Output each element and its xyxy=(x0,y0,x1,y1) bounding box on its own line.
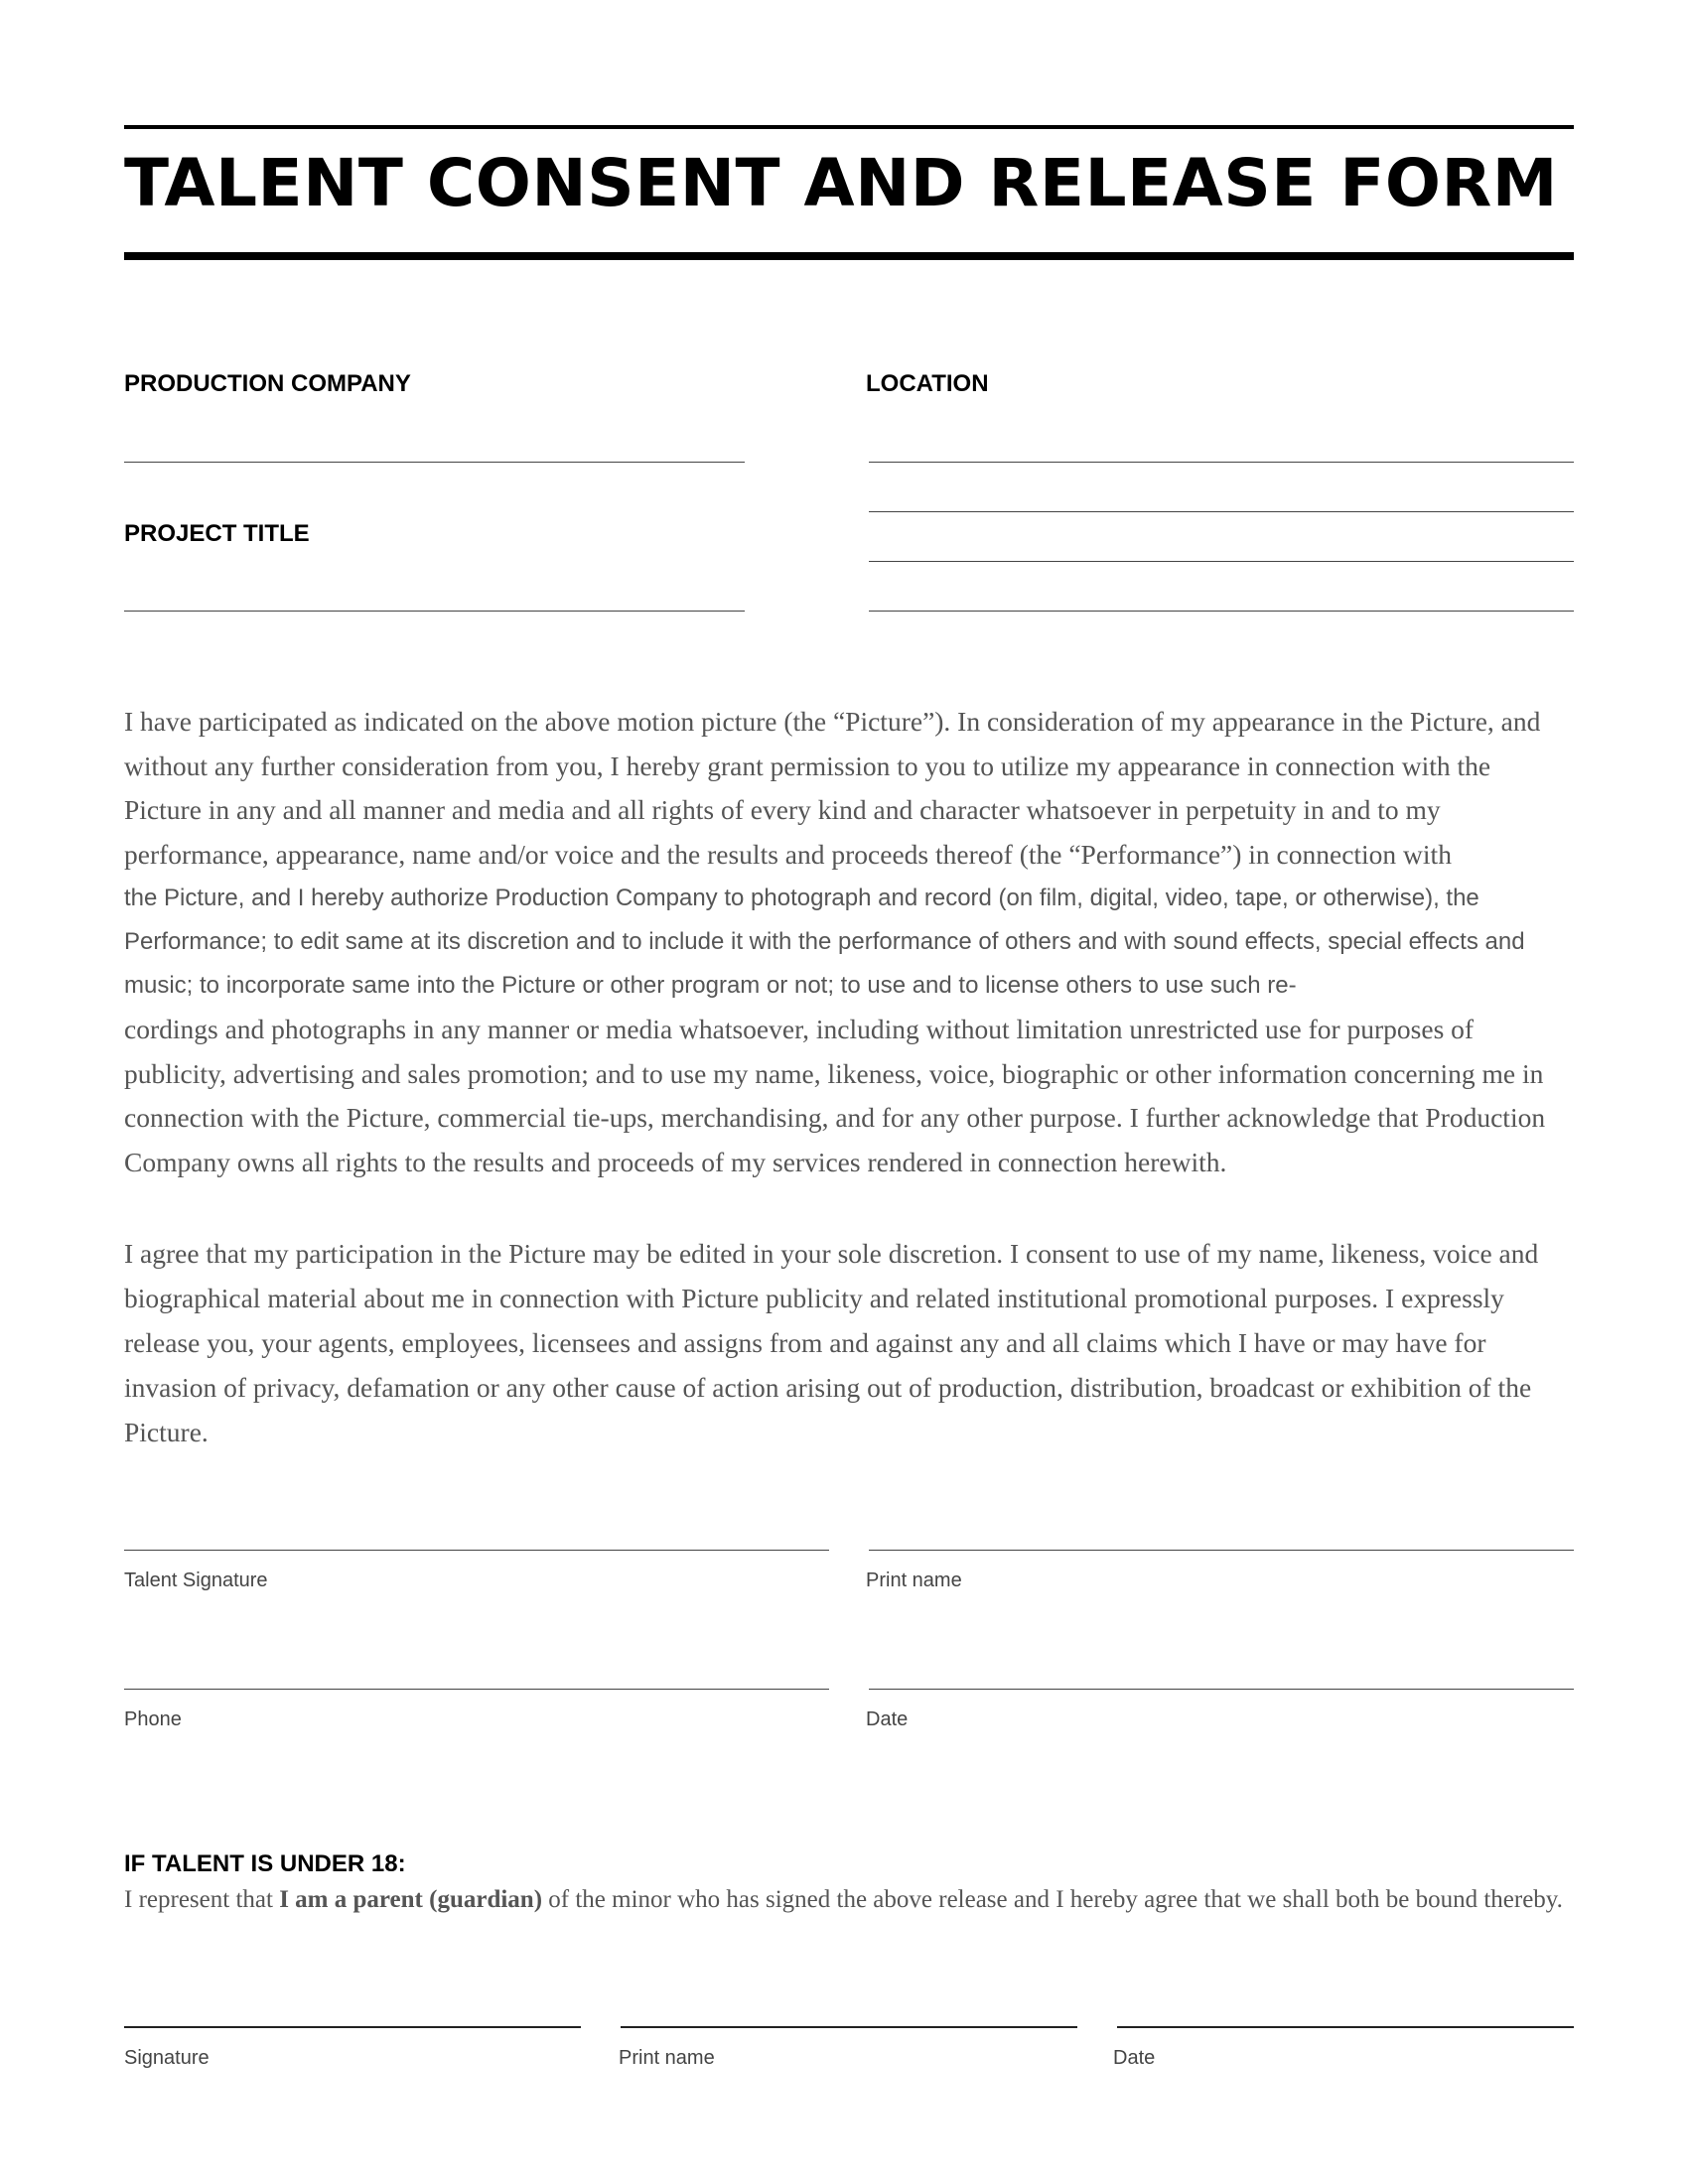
title-bottom-rule xyxy=(124,252,1574,260)
guardian-signature-label: Signature xyxy=(124,2047,210,2069)
release-paragraph-1 xyxy=(124,700,1574,1184)
form-title: TALENT CONSENT AND RELEASE FORM xyxy=(124,145,1558,221)
production-company-field[interactable] xyxy=(124,462,745,463)
phone-label: Phone xyxy=(124,1708,182,1730)
location-field-line-4[interactable] xyxy=(869,611,1574,612)
location-label: LOCATION xyxy=(866,370,989,397)
production-company-label: PRODUCTION COMPANY xyxy=(124,370,411,397)
phone-field[interactable] xyxy=(124,1689,829,1690)
print-name-label: Print name xyxy=(866,1570,962,1591)
guardian-text-bold: I am a parent (guardian) xyxy=(279,1886,543,1913)
project-title-field[interactable] xyxy=(124,611,745,612)
guardian-text-before: I represent that xyxy=(124,1886,280,1913)
talent-signature-label: Talent Signature xyxy=(124,1570,268,1591)
guardian-representation-text xyxy=(124,1886,1563,1914)
date-field[interactable] xyxy=(869,1689,1574,1690)
location-field-line-2[interactable] xyxy=(869,511,1574,512)
talent-signature-field[interactable] xyxy=(124,1550,829,1551)
release-paragraph-2: I agree that my participation in the Picture may be edited in your sole discretion. I consent to use of my name, likeness, voice and biographical material about me in connection with Picture publicity and related institutional promotional purposes. I expressly release you, your agents, employees, licensees and assigns from and against any and all claims which I have or may have for invasion of privacy, defamation or any other cause of action arising out of production, distribution, broadcast or exhibition of the Picture. xyxy=(124,1238,1539,1447)
release-paragraph-1-part-c: cordings and photographs in any manner or media whatsoever, including without limitation unrestricted use for purposes of publicity, advertising and sales promotion; and to use my name, likeness, voice, biographic or other information concerning me in connection with the Picture, commercial tie-ups, merchandising, and for any other purpose. I further acknowledge that Production Company owns all rights to the results and proceeds of my services rendered in connection herewith. xyxy=(124,1014,1546,1177)
guardian-text-after: of the minor who has signed the above release and I hereby agree that we shall both be bound thereby. xyxy=(542,1886,1563,1913)
date-label: Date xyxy=(866,1708,909,1730)
title-top-rule xyxy=(124,125,1574,129)
print-name-field[interactable] xyxy=(869,1550,1574,1551)
minor-section-heading: IF TALENT IS UNDER 18: xyxy=(124,1850,406,1877)
guardian-print-name-label: Print name xyxy=(619,2047,715,2069)
location-field-line-3[interactable] xyxy=(869,561,1574,562)
guardian-date-label: Date xyxy=(1113,2047,1156,2069)
guardian-signature-field[interactable] xyxy=(124,2026,581,2028)
guardian-print-name-field[interactable] xyxy=(621,2026,1077,2028)
guardian-date-field[interactable] xyxy=(1117,2026,1574,2028)
location-field-line-1[interactable] xyxy=(869,462,1574,463)
project-title-label: PROJECT TITLE xyxy=(124,520,310,547)
release-paragraph-1-part-a: I have participated as indicated on the above motion picture (the “Picture”). In consideration of my appearance in the Picture, and without any further consideration from you, I hereby grant permission to you to utilize my appearance in connection with the Picture in any and all manner and media and all rights of every kind and character whatsoever in perpetuity in and to my performance, appearance, name and/or voice and the results and proceeds thereof (the “Performance”) in connection with xyxy=(124,706,1541,870)
release-paragraph-1-part-b: the Picture, and I hereby authorize Production Company to photograph and record (on film, digital, video, tape, or otherwise), the Performance; to edit same at its discretion and to include it with the performance of others and with sound effects, special effects and music; to incorporate same into the Picture or other program or not; to use and to license others to use such re- xyxy=(124,885,1525,999)
